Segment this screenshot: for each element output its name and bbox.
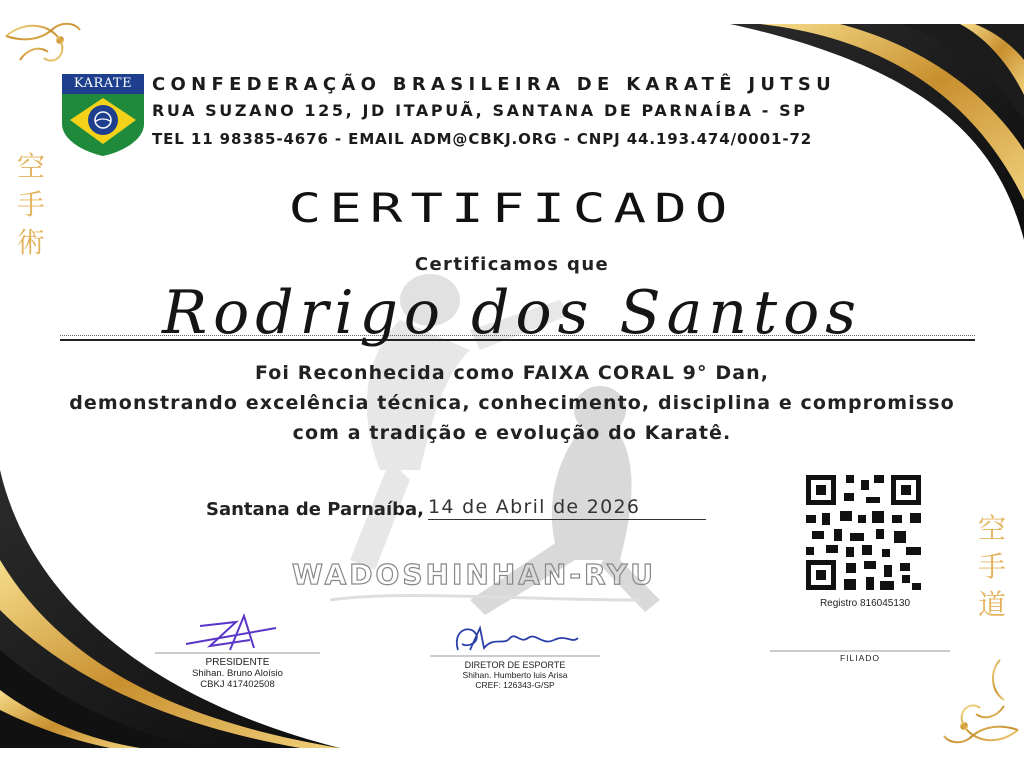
- president-name: Shihan. Bruno Aloísio: [192, 668, 283, 679]
- qr-code: [806, 475, 921, 590]
- affiliate-role: FILIADO: [839, 653, 881, 663]
- organization-name: CONFEDERAÇÃO BRASILEIRA DE KARATÊ JUTSU: [152, 74, 837, 95]
- kanji-vertical-right: 空 手 道: [977, 512, 1006, 621]
- logo-text: KARATE: [73, 76, 133, 91]
- certificate-title: CERTIFICADO: [288, 186, 736, 232]
- signature-director: [457, 628, 578, 650]
- body-line-2: demonstrando excelência técnica, conhecimento, disciplina e compromisso: [69, 392, 955, 414]
- recipient-name: Rodrigo dos Santos: [161, 278, 863, 348]
- city-label: Santana de Parnaíba,: [206, 499, 424, 520]
- organization-address: RUA SUZANO 125, JD ITAPUÃ, SANTANA DE PARNAÍBA - SP: [152, 101, 808, 120]
- intro-text: Certificamos que: [414, 254, 610, 275]
- ornament-top-left: [6, 24, 110, 61]
- director-id: CREF: 126343-G/SP: [475, 680, 555, 690]
- organization-contact: TEL 11 98385-4676 - EMAIL ADM@CBKJ.ORG - CNPJ 44.193.474/0001-72: [152, 130, 813, 148]
- director-name: Shihan. Humberto luis Arisa: [462, 670, 568, 680]
- issue-date: 14 de Abril de 2026: [428, 496, 706, 520]
- body-line-3: com a tradição e evolução do Karatê.: [292, 422, 732, 444]
- president-id: CBKJ 417402508: [200, 679, 275, 690]
- ornament-bottom-right: [914, 660, 1018, 742]
- director-role: DIRETOR DE ESPORTE: [464, 660, 566, 670]
- kanji-vertical-left: 空 手 術: [16, 150, 45, 259]
- president-role: PRESIDENTE: [205, 657, 270, 668]
- body-line-1: Foi Reconhecida como FAIXA CORAL 9° Dan,: [254, 362, 770, 384]
- registry-number: Registro 816045130: [819, 598, 911, 609]
- signature-president: [186, 616, 276, 650]
- karate-style: WADOSHINHAN-RYU: [292, 558, 656, 591]
